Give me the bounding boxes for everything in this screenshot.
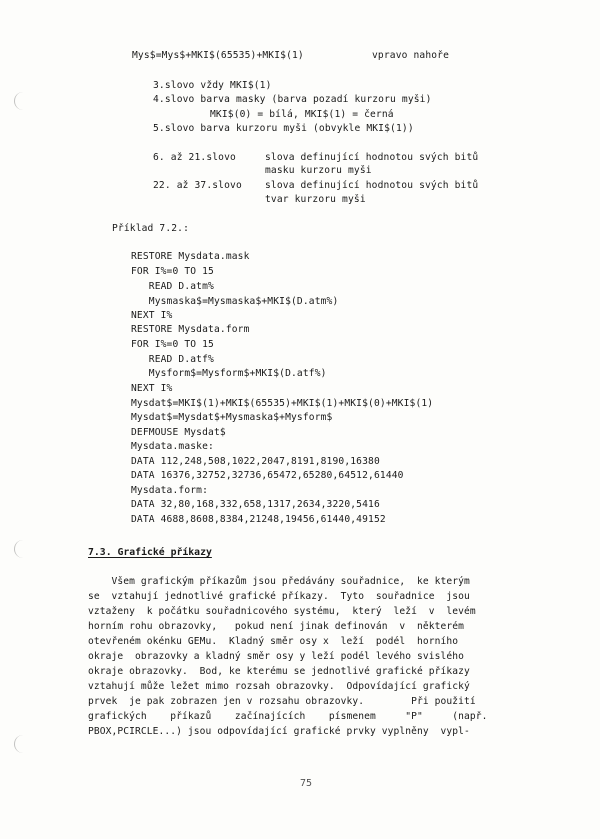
code-line: FOR I%=0 TO 15 (131, 266, 214, 277)
code-line: NEXT I% (131, 310, 173, 321)
list-item: 4.slovo barva masky (barva pozadí kurzoru myši) (153, 94, 432, 105)
code-line: RESTORE Mysdata.mask (131, 251, 250, 262)
code-line: Mysmaska$=Mysmaska$+MKI$(D.atm%) (131, 296, 339, 307)
code-line: DATA 112,248,508,1022,2047,8191,8190,16380 (131, 456, 380, 467)
page-number: 75 (300, 778, 313, 789)
code-line: DATA 4688,8608,8384,21248,19456,61440,49152 (131, 514, 386, 525)
body-paragraph (88, 574, 540, 739)
word-description: masku kurzoru myši (265, 165, 372, 176)
paragraph-line: vztaženy k počátku souřadnicového systému, který leží v levém (88, 606, 476, 617)
margin-mark (14, 540, 25, 558)
list-item: 5.slovo barva kurzoru myši (obvykle MKI$(1)) (153, 123, 414, 134)
paragraph-line: PBOX,PCIRCLE...) jsou odpovídající grafické prvky vyplněny vypl- (88, 726, 470, 737)
code-line: READ D.atf% (131, 354, 214, 365)
code-line: Mysdata.maske: (131, 441, 214, 452)
code-line: READ D.atm% (131, 281, 214, 292)
paragraph-line: Všem grafickým příkazům jsou předávány souřadnice, ke kterým (88, 576, 470, 587)
paragraph-line: okraje obrazovky a kladný směr osy y leží podél levého svislého (88, 651, 465, 662)
word-range: 6. až 21.slovo (153, 152, 236, 163)
word-description: slova definující hodnotou svých bitů (265, 180, 479, 191)
paragraph-line: grafických příkazů začínajících písmenem "P" (např. (88, 711, 488, 722)
paragraph-line: se vztahují jednotlivé grafické příkazy. Tyto souřadnice jsou (88, 591, 470, 602)
word-description: tvar kurzoru myši (265, 194, 366, 205)
code-line: Mysdat$=MKI$(1)+MKI$(65535)+MKI$(1)+MKI$(0)+MKI$(1) (131, 398, 434, 409)
code-line: Mys$=Mys$+MKI$(65535)+MKI$(1) (132, 50, 304, 61)
paragraph-line: prvek je pak zobrazen jen v rozsahu obrazovky. Při použití (88, 696, 476, 707)
word-description: slova definující hodnotou svých bitů (265, 152, 479, 163)
code-line: Mysform$=Mysform$+MKI$(D.atf%) (131, 368, 327, 379)
code-line: NEXT I% (131, 383, 173, 394)
example-title: Příklad 7.2.: (112, 223, 190, 234)
list-item: 3.slovo vždy MKI$(1) (153, 80, 272, 91)
code-line: DATA 32,80,168,332,658,1317,2634,3220,5416 (131, 499, 380, 510)
code-line: FOR I%=0 TO 15 (131, 339, 214, 350)
margin-mark (14, 735, 25, 753)
paragraph-line: okraje obrazovky. Bod, ke kterému se jednotlivé grafické příkazy (88, 666, 470, 677)
paragraph-line: otevřeném okénku GEMu. Kladný směr osy x leží podél horního (88, 636, 459, 647)
code-line: Mysdat$=Mysdat$+Mysmaska$+Mysform$ (131, 412, 333, 423)
code-comment: vpravo nahoře (372, 50, 450, 61)
section-heading: 7.3. Grafické příkazy (88, 547, 212, 558)
list-item-detail: MKI$(0) = bílá, MKI$(1) = černá (210, 109, 394, 120)
code-line: RESTORE Mysdata.form (131, 324, 250, 335)
code-line: Mysdata.form: (131, 485, 209, 496)
margin-mark (14, 92, 25, 110)
paragraph-line: horním rohu obrazovky, pokud není jinak definován v některém (88, 621, 465, 632)
word-range: 22. až 37.slovo (153, 180, 242, 191)
code-line: DATA 16376,32752,32736,65472,65280,64512,61440 (131, 470, 404, 481)
code-line: DEFMOUSE Mysdat$ (131, 427, 226, 438)
paragraph-line: vztahují může ležet mimo rozsah obrazovky. Odpovídající grafický (88, 681, 470, 692)
